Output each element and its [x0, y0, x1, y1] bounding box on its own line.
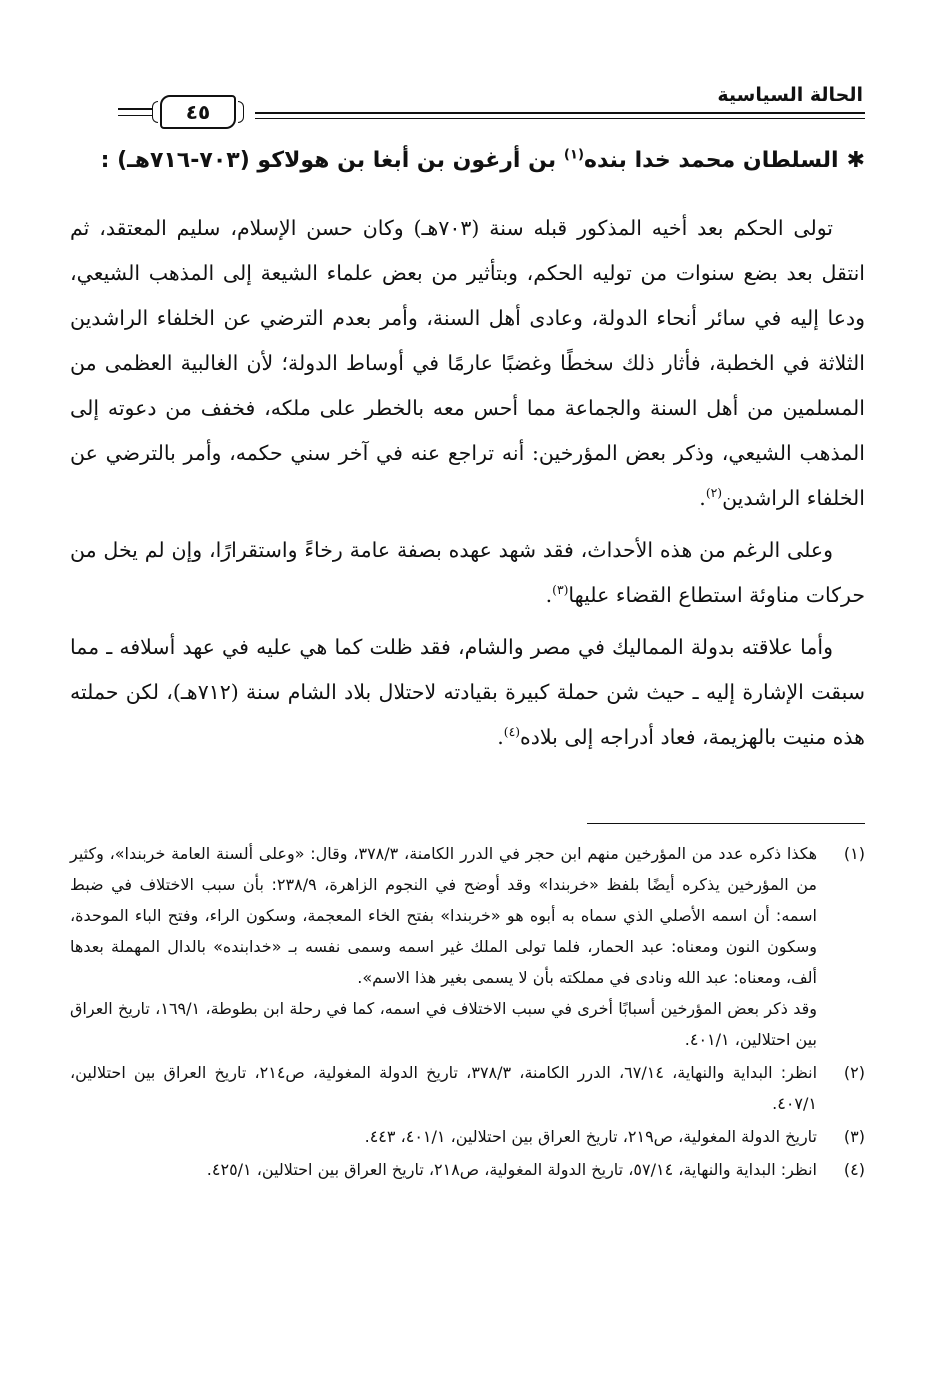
header-rule-right — [255, 112, 865, 114]
footnote — [70, 838, 865, 1055]
footnote — [70, 1154, 865, 1185]
paragraph-text: تولى الحكم بعد أخيه المذكور قبله سنة (٧٠٣هـ) وكان حسن الإسلام، سليم المعتقد، ثم انتقل بعد بضع سنوات من توليه الحكم، وبتأثير من بعض علماء الشيعة إلى المذهب الشيعي، ودعا إليه في سائر أنحاء الدولة، وعادى أهل السنة، وأمر بعدم الترضي عن الخلفاء الراشدين الثلاثة في الخطبة، فأثار ذلك سخطًا وغضبًا عارمًا في أوساط الدولة؛ لأن الغالبية العظمى من المسلمين من أهل السنة والجماعة مما أحس معه بالخطر على ملكه، فخفف من دعوته إلى المذهب الشيعي، وذكر بعض المؤرخين: أنه تراجع عنه في آخر سني حكمه، وأمر بالترضي عن الخلفاء الراشدين — [70, 216, 865, 510]
footnote-number: (٢) — [843, 1063, 865, 1082]
paragraph — [70, 528, 865, 618]
footnote-paragraph: تاريخ الدولة المغولية، ص٢١٩، تاريخ العراق بين احتلالين، ٤٠١/١، ٤٤٣. — [364, 1127, 817, 1146]
footnote-ref[interactable]: (٢) — [705, 486, 723, 501]
paragraph — [70, 206, 865, 521]
footnote-separator — [587, 823, 865, 824]
paragraph-end: . — [545, 583, 553, 607]
footnote — [70, 1121, 865, 1152]
footnote-text — [70, 1057, 817, 1119]
footnote-text — [70, 1121, 817, 1152]
header-rule-left — [118, 108, 152, 110]
paragraph-end: . — [497, 725, 504, 749]
star-bullet-icon: ✱ — [846, 148, 865, 173]
running-title: الحالة السياسية — [717, 84, 863, 106]
footnote-paragraph: انظر: البداية والنهاية، ٥٧/١٤، تاريخ الدولة المغولية، ص٢١٨، تاريخ العراق بين احتلالين، ٤٢٥/١. — [206, 1160, 817, 1179]
paragraph-end: . — [699, 486, 706, 510]
footnote-number: (٤) — [843, 1160, 865, 1179]
footnote-ref[interactable]: (١) — [563, 147, 584, 163]
footnote-ref[interactable]: (٤) — [503, 725, 520, 740]
header-rule-left-thin — [118, 115, 152, 116]
page-number-cartouche — [160, 95, 236, 129]
footnote-paragraph: هكذا ذكره عدد من المؤرخين منهم ابن حجر في الدرر الكامنة، ٣٧٨/٣، وقال: «وعلى ألسنة العامة خربندا»، وكثير من المؤرخين يذكره أيضًا بلفظ «خربندا» وقد أوضح في النجوم الزاهرة، ٢٣٨/٩: بأن سبب الاختلاف في ضبط اسمه: أن اسمه الأصلي الذي سماه به أبوه هو «خربندا» بفتح الخاء المعجمة، وسكون الراء، وفتح الباء الموحدة، وسكون النون ومعناه: عبد الحمار، فلما تولى الملك غير اسمه وسمى نفسه بـ «خدابنده» بالدال المهملة بعدها ألف، ومعناه: عبد الله ونادى في مملكته بأن لا يسمى بغير هذا الاسم». — [70, 844, 818, 987]
footnote-number: (٣) — [843, 1127, 865, 1146]
page-number: ٤٥ — [185, 100, 211, 124]
footnote-text — [70, 1154, 817, 1185]
footnote-ref[interactable]: (٣) — [552, 583, 569, 598]
footnote-paragraph: وقد ذكر بعض المؤرخين أسبابًا أخرى في سبب الاختلاف في اسمه، كما في رحلة ابن بطوطة، ١٦٩/١، تاريخ العراق بين احتلالين، ٤٠١/١. — [70, 999, 817, 1049]
paragraph — [70, 625, 865, 760]
footnotes — [70, 838, 865, 1187]
paragraph-text: وعلى الرغم من هذه الأحداث، فقد شهد عهده بصفة عامة رخاءً واستقرارًا، وإن لم يخل من حركات مناوئة استطاع القضاء عليها — [70, 538, 865, 607]
footnote-number: (١) — [843, 844, 865, 863]
footnote-text — [70, 838, 817, 1055]
footnote-paragraph: انظر: البداية والنهاية، ٦٧/١٤، الدرر الكامنة، ٣٧٨/٣، تاريخ الدولة المغولية، ص٢١٤، تاريخ العراق بين احتلالين، ٤٠٧/١. — [70, 1063, 818, 1113]
footnote — [70, 1057, 865, 1119]
header-rule-right-thin — [255, 118, 865, 119]
section-heading — [65, 148, 865, 173]
heading-text-rest: بن أرغون بن أبغا بن هولاكو (٧٠٣-٧١٦هـ) : — [100, 148, 564, 173]
paragraph-text: وأما علاقته بدولة المماليك في مصر والشام، فقد ظلت كما هي عليه في عهد أسلافه ـ مما سبقت الإشارة إليه ـ حيث شن حملة كبيرة بقيادته لاحتلال بلاد الشام سنة (٧١٢هـ)، لكن حملته هذه منيت بالهزيمة، فعاد أدراجه إلى بلاده — [70, 635, 865, 749]
heading-text: السلطان محمد خدا بنده — [583, 148, 839, 173]
body-text — [70, 206, 865, 767]
